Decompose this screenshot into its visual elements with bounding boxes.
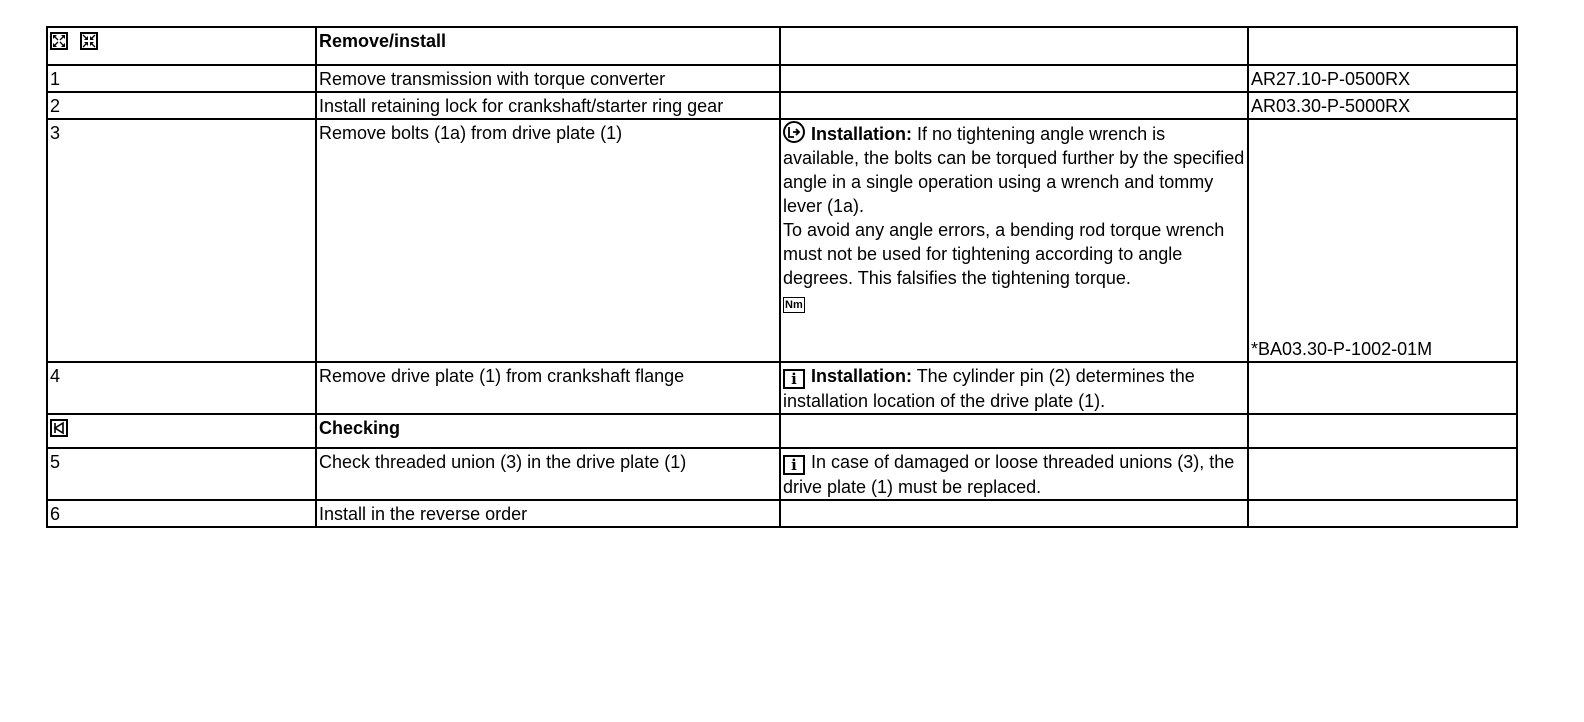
step-number: 3 <box>47 119 316 362</box>
step-number: 1 <box>47 65 316 92</box>
note-cell <box>780 92 1248 119</box>
step-text: Install retaining lock for crankshaft/starter ring gear <box>316 92 780 119</box>
step-text: Remove transmission with torque converter <box>316 65 780 92</box>
installation-arrow-icon <box>783 121 805 143</box>
expand-icon[interactable] <box>50 32 68 50</box>
table-row-checking <box>47 414 1517 448</box>
step-text: Install in the reverse order <box>316 500 780 527</box>
note-text: If no tightening angle wrench is available, the bolts can be torqued further by the specified angle in a single operation using a wrench and tommy lever (1a). <box>783 124 1245 216</box>
table-row <box>47 448 1517 500</box>
table-row <box>47 65 1517 92</box>
note-text-2: To avoid any angle errors, a bending rod torque wrench must not be used for tightening according to angle degrees. This falsifies the tightening torque. <box>783 220 1225 288</box>
note-text: In case of damaged or loose threaded unions (3), the drive plate (1) must be replaced. <box>783 452 1235 497</box>
note-cell <box>780 362 1248 414</box>
step-number: 5 <box>47 448 316 500</box>
note-cell <box>780 65 1248 92</box>
section-title: Checking <box>316 414 780 448</box>
table-row <box>47 119 1517 362</box>
table-row <box>47 362 1517 414</box>
note-cell <box>780 448 1248 500</box>
step-text: Check threaded union (3) in the drive plate (1) <box>316 448 780 500</box>
reference-link[interactable]: AR27.10-P-0500RX <box>1248 65 1517 92</box>
icon-cell <box>47 27 316 65</box>
torque-nm-icon[interactable]: Nm <box>785 299 803 311</box>
step-number: 2 <box>47 92 316 119</box>
ref-cell <box>1248 448 1517 500</box>
note-label: Installation: <box>811 366 913 386</box>
note-label: Installation: <box>811 124 913 144</box>
ref-cell <box>1248 362 1517 414</box>
info-icon: i <box>783 369 805 389</box>
collapse-icon[interactable] <box>80 32 98 50</box>
note-cell <box>780 500 1248 527</box>
icon-cell <box>47 414 316 448</box>
section-title: Remove/install <box>316 27 780 65</box>
checking-icon[interactable] <box>50 419 68 437</box>
ref-cell <box>1248 414 1517 448</box>
step-number: 4 <box>47 362 316 414</box>
table-row <box>47 92 1517 119</box>
reference-cell <box>1248 119 1517 362</box>
step-text: Remove drive plate (1) from crankshaft flange <box>316 362 780 414</box>
ref-cell <box>1248 27 1517 65</box>
note-text: The cylinder pin (2) determines the installation location of the drive plate (1). <box>783 366 1195 411</box>
table-row <box>47 500 1517 527</box>
step-number: 6 <box>47 500 316 527</box>
reference-link[interactable]: *BA03.30-P-1002-01M <box>1251 339 1433 359</box>
ref-cell <box>1248 500 1517 527</box>
note-cell <box>780 119 1248 362</box>
note-cell <box>780 27 1248 65</box>
procedure-table <box>46 26 1518 528</box>
table-row-remove-install <box>47 27 1517 65</box>
note-cell <box>780 414 1248 448</box>
info-icon: i <box>783 455 805 475</box>
step-text: Remove bolts (1a) from drive plate (1) <box>316 119 780 362</box>
reference-link[interactable]: AR03.30-P-5000RX <box>1248 92 1517 119</box>
